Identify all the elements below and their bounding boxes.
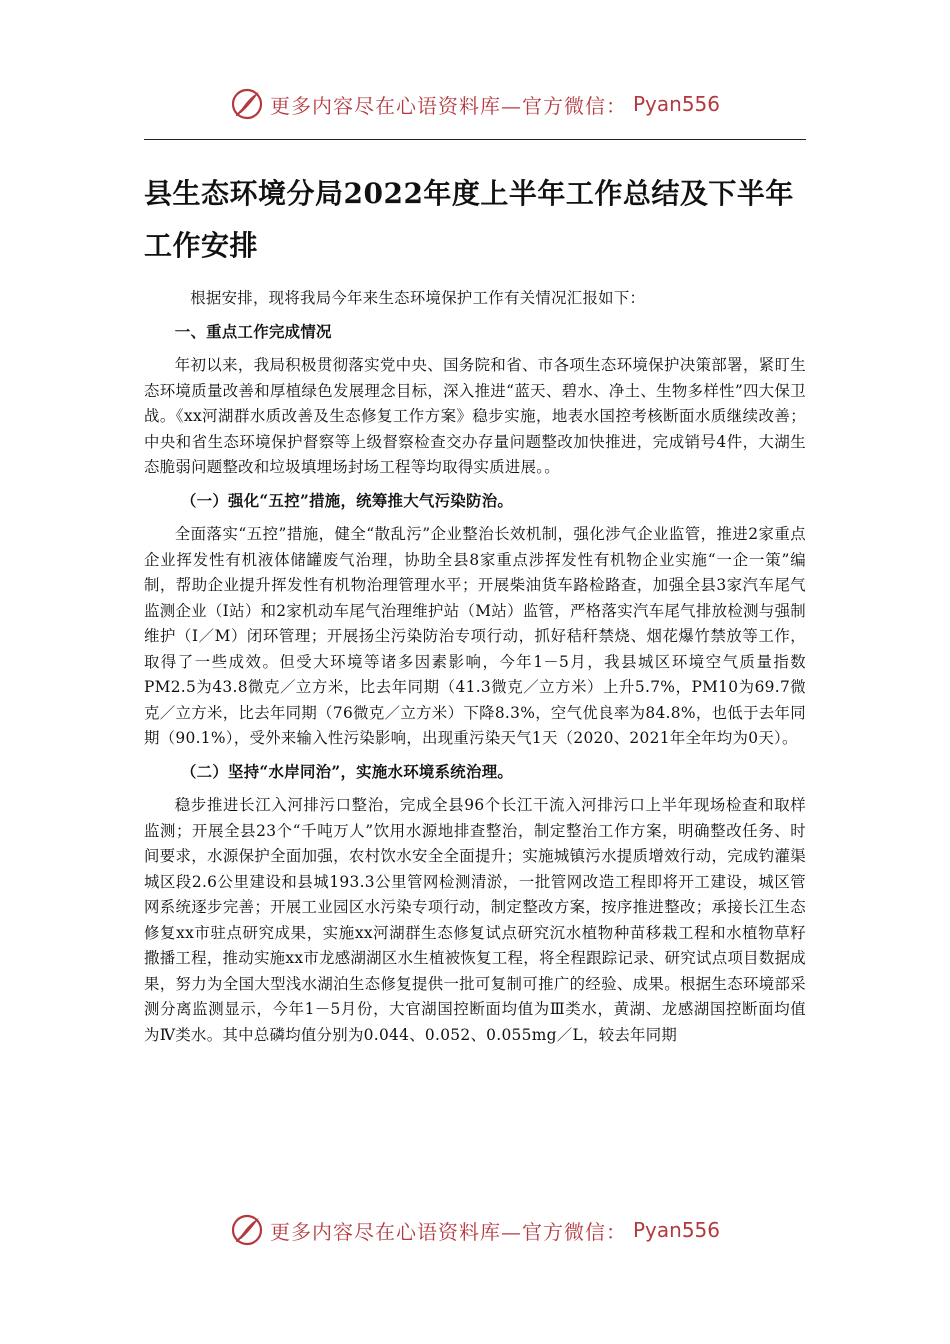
- header-divider: [144, 139, 806, 140]
- section-paragraph: 年初以来，我局积极贯彻落实党中央、国务院和省、市各项生态环境保护决策部署，紧盯生态环境质量改善和厚植绿色发展理念目标，深入推进“蓝天、碧水、净土、生物多样性”四大保卫战。《xx河湖群水质改善及生态修复工作方案》稳步实施，地表水国控考核断面水质继续改善；中央和省生态环境保护督察等上级督察检查交办存量问题整改加快推进，完成销号4件，大湖生态脆弱问题整改和垃圾填埋场封场工程等均取得实质进展。。: [144, 356, 806, 476]
- document-body: [144, 168, 806, 1056]
- section-heading: 一、重点工作完成情况: [174, 322, 332, 341]
- intro-paragraph: 根据安排，现将我局今年来生态环境保护工作有关情况汇报如下：: [190, 289, 646, 307]
- quill-logo-icon: [230, 87, 264, 121]
- subsection-paragraph-air: 全面落实“五控”措施，健全“散乱污”企业整治长效机制，强化涉气企业监管，推进2家重点企业挥发性有机液体储罐废气治理，协助全县8家重点涉挥发性有机物企业实施“一企一策”编制，帮助企业提升挥发性有机物治理管理水平；开展柴油货车路检路查，加强全县3家汽车尾气监测企业（I站）和2家机动车尾气治理维护站（M站）监管，严格落实汽车尾气排放检测与强制维护（I／M）闭环管理；开展扬尘污染防治专项行动，抓好秸秆禁烧、烟花爆竹禁放等工作，取得了一些成效。但受大环境等诸多因素影响，今年1－5月，我县城区环境空气质量指数PM2.5为43.8微克／立方米，比去年同期（41.3微克／立方米）上升5.7%，PM10为69.7微克／立方米，比去年同期（76微克／立方米）下降8.3%，空气优良率为84.8%，也低于去年同期（90.1%），受外来输入性污染影响，出现重污染天气1天（2020、2021年全年均为0天）。: [144, 525, 806, 747]
- subsection-paragraph-water: 稳步推进长江入河排污口整治，完成全县96个长江干流入河排污口上半年现场检查和取样监测；开展全县23个“千吨万人”饮用水源地排查整治，制定整治工作方案，明确整改任务、时间要求，水源保护全面加强，农村饮水安全全面提升；实施城镇污水提质增效行动，完成钓灌渠城区段2.6公里建设和县城193.3公里管网检测清淤，一批管网改造工程即将开工建设，城区管网系统逐步完善；开展工业园区水污染专项行动，制定整改方案，按序推进整改；承接长江生态修复xx市驻点研究成果，实施xx河湖群生态修复试点研究沉水植物种苗移栽工程和水植物草籽撒播工程，推动实施xx市龙感湖湖区水生植被恢复工程，将全程跟踪记录、研究试点项目数据成果，努力为全国大型浅水湖泊生态修复提供一批可复制可推广的经验、成果。根据生态环境部采测分离监测显示，今年1－5月份，大官湖国控断面均值为Ⅲ类水，黄湖、龙感湖国控断面均值为Ⅳ类水。其中总磷均值分别为0.044、0.052、0.055mg／L，较去年同期: [144, 796, 806, 1044]
- banner-text: 更多内容尽在心语资料库—官方微信：: [269, 1219, 627, 1244]
- subsection-heading-water: （二）坚持“水岸同治”，实施水环境系统治理。: [180, 762, 514, 781]
- subsection-heading-air: （一）强化“五控”措施，统筹推大气污染防治。: [180, 491, 514, 510]
- quill-logo-icon: [230, 1213, 264, 1247]
- wechat-id: Pyan556: [632, 1218, 720, 1242]
- banner-text: 更多内容尽在心语资料库—官方微信：: [269, 93, 627, 118]
- wechat-id: Pyan556: [632, 92, 720, 116]
- header-banner: [0, 84, 950, 124]
- document-title: 县生态环境分局2022年度上半年工作总结及下半年工作安排: [144, 177, 794, 262]
- footer-banner: [0, 1210, 950, 1250]
